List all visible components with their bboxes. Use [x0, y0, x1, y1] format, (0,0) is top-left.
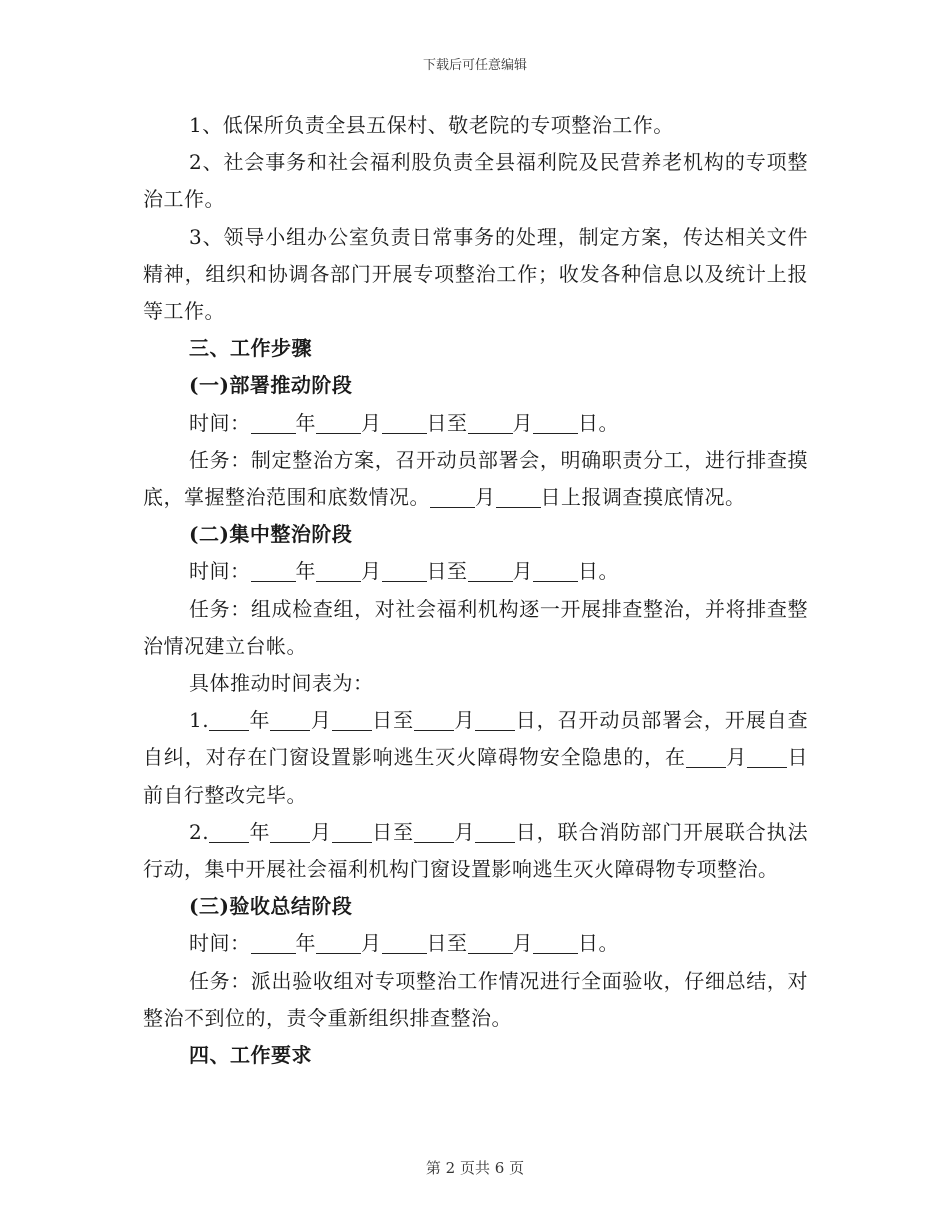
paragraph-duty-1: 1、低保所负责全县五保村、敬老院的专项整治工作。: [189, 113, 674, 137]
schedule-intro: 具体推动时间表为：: [189, 671, 374, 696]
stage-1-title: (一)部署推动阶段: [189, 373, 353, 398]
stage-3-time: 时间： 年 月 日至 月 日。: [189, 931, 619, 956]
page-header: 下载后可任意编辑: [422, 58, 527, 73]
document-body: [143, 107, 808, 1074]
schedule-item-2: 2. 年 月 日至 月 日，联合消防部门开展联合执法行动，集中开展社会福利机构门窗设置影响逃生灭火障碍物专项整治。: [143, 819, 809, 882]
paragraph-duty-2: 2、社会事务和社会福利股负责全县福利院及民营养老机构的专项整治工作。: [143, 150, 808, 212]
section-heading-3: 三、工作步骤: [189, 336, 312, 361]
stage-2-task: 任务：组成检查组，对社会福利机构逐一开展排查整治，并将排查整治情况建立台帐。: [143, 596, 808, 658]
schedule-item-1: 1. 年 月 日至 月 日，召开动员部署会，开展自查自纠，对存在门窗设置影响逃生灭火障碍物安全隐患的，在 月 日前自行整改完毕。: [143, 708, 809, 807]
stage-1-time: 时间： 年 月 日至 月 日。: [189, 410, 619, 435]
section-heading-4: 四、工作要求: [189, 1043, 312, 1068]
stage-2-title: (二)集中整治阶段: [189, 522, 353, 547]
stage-2-time: 时间： 年 月 日至 月 日。: [189, 559, 619, 584]
stage-1-task: 任务：制定整治方案，召开动员部署会，明确职责分工，进行排查摸底，掌握整治范围和底数情况。 月 日上报调查摸底情况。: [143, 447, 808, 510]
paragraph-duty-3: 3、领导小组办公室负责日常事务的处理，制定方案，传达相关文件精神，组织和协调各部门开展专项整治工作；收发各种信息以及统计上报等工作。: [143, 224, 808, 324]
stage-3-title: (三)验收总结阶段: [189, 894, 353, 919]
page-footer: 第 2 页共 6 页: [425, 1159, 525, 1177]
stage-3-task: 任务：派出验收组对专项整治工作情况进行全面验收，仔细总结，对整治不到位的，责令重新组织排查整治。: [143, 968, 808, 1030]
